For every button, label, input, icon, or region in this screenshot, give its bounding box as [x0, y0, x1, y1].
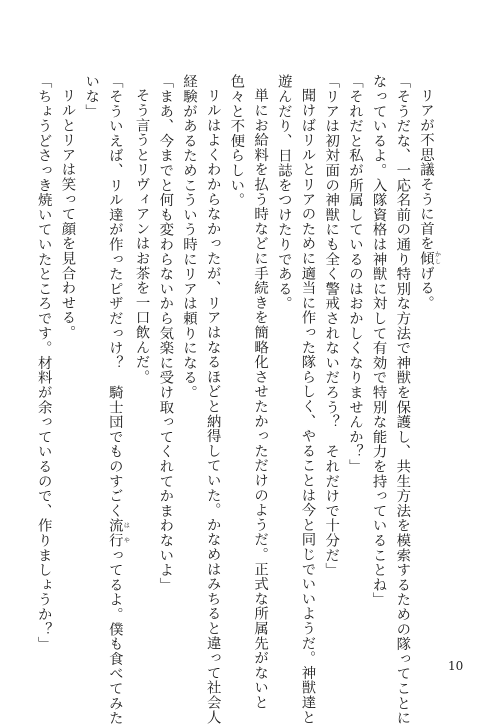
text-line-2: 「そうだな、一応名前の通り特別な方法で神獣を保護し、共生方法を模索するための隊ってことに — [394, 74, 411, 725]
text-line-14: 「そういえば、リル達が作ったピザだっけ？ 騎士団でものすごく流行 はやってるよ。僕も食べてみた — [106, 74, 130, 725]
text-line-15: いな」 — [83, 74, 100, 119]
text-line-17: 「ちょうどさっき焼いていたところです。材料が余っているので、作りましょうか？」 — [35, 74, 52, 652]
page-number: 10 — [448, 659, 464, 673]
text-line-8: 単にお給料を払う時などに手続きを簡略化させたかっただけのようだ。正式な所属先がないと — [252, 88, 269, 710]
text-line-7: 遊んだり、日誌をつけたりである。 — [275, 74, 292, 311]
ruby-katashi: 傾 かし — [418, 251, 441, 267]
text-line-3: なっているよ。入隊資格は神獣に対して有効で特別な能力を持っていることね」 — [370, 74, 387, 607]
text-line-1: リアが不思議そうに首を傾 かしげる。 — [418, 88, 441, 311]
vertical-text-body — [35, 74, 441, 725]
text-line-5: 「リアは初対面の神獣にも全く警戒されないだろう？ それだけで十分だ」 — [323, 74, 340, 578]
text-line-6: 聞けばリルとリアのために適当に作った隊らしく、やることは今と同じでいいようだ。神獣達と — [299, 88, 316, 725]
text-line-12: 「まあ、今までと何も変わらないから気楽に受け取ってくれてかまわないよ」 — [157, 74, 174, 592]
ruby-haya: 流行 はや — [106, 518, 130, 548]
text-line-10: リルはよくわからなかったが、リアはなるほどと納得していた。かなめはみちると違って社会人 — [204, 88, 221, 725]
text-line-9: 色々と不便らしい。 — [228, 74, 245, 208]
text-line-11: 経験があるためこういう時にリアは頼りになる。 — [180, 74, 197, 400]
text-line-4: 「それだと私が所属しているのはおかしくなりませんか？」 — [346, 74, 363, 474]
text-line-16: リルとリアは笑って顔を見合わせる。 — [59, 88, 76, 340]
text-line-13: そう言うとリヴィアンはお茶を一口飲んだ。 — [133, 88, 150, 385]
